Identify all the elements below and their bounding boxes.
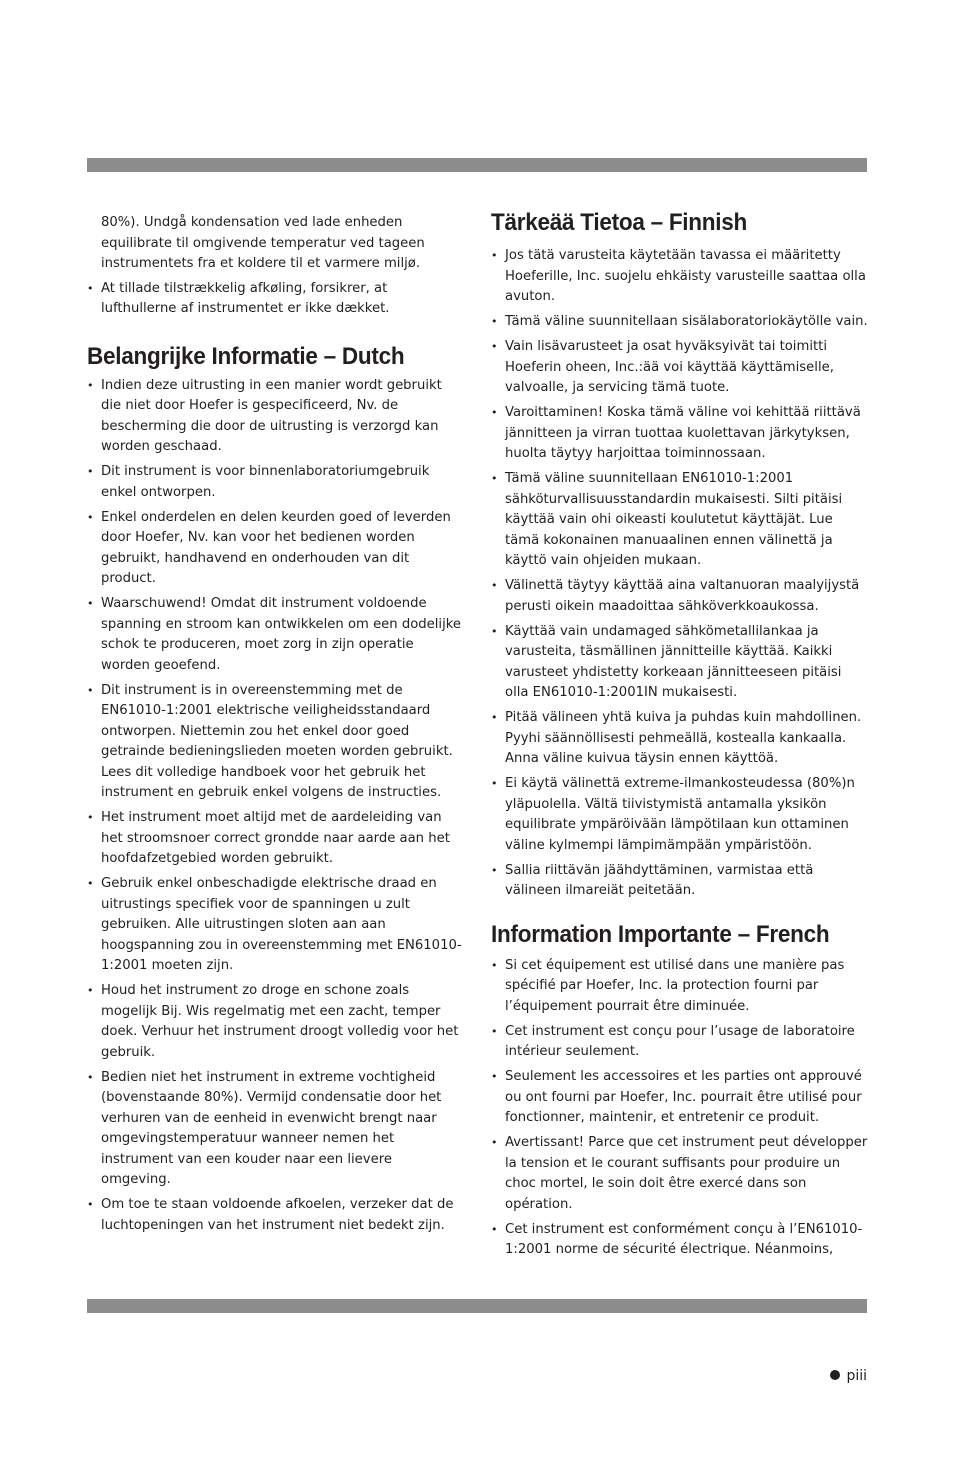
list-item: • Dit instrument is in overeenstemming met de EN61010-1:2001 elektrische veiligheidsstandaard ontworpen. Niettemin zou het enkel door goed getrainde bedieningslieden moeten worden gebruikt. Lees dit volledige handboek voor het gebruik het instrument en gebruik enkel volgens de instructies.	[87, 681, 465, 804]
list-item: • At tillade tilstrækkelig afkøling, forsikrer, at lufthullerne af instrumentet er ikke dækket.	[87, 279, 465, 320]
list-item: • Pitää välineen yhtä kuiva ja puhdas kuin mahdollinen. Pyyhi säännöllisesti pehmeällä, kostealla kankaalla. Anna väline kuivua täysin ennen käyttöä.	[491, 708, 869, 770]
list-item: • Jos tätä varusteita käytetään tavassa ei määritetty Hoeferille, Inc. suojelu ehkäisty varusteille saattaa olla avuton.	[491, 246, 869, 308]
list-item: • Tämä väline suunnitellaan sisälaboratoriokäytölle vain.	[491, 312, 869, 333]
section-dutch	[87, 342, 465, 1237]
list-item: • Si cet équipement est utilisé dans une manière pas spécifié par Hoefer, Inc. la protection fourni par l’équipement pourrait être diminuée.	[491, 956, 869, 1018]
section-heading-french: Information Importante – French	[491, 920, 830, 948]
list-item: • Gebruik enkel onbeschadigde elektrische draad en uitrustings specifiek voor de spanningen u zult gebruiken. Alle uitrustingen sloten aan aan hoogspanning zou in overeenstemming met EN61010-1:2001 moeten zijn.	[87, 874, 465, 977]
dutch-list	[87, 376, 465, 1237]
list-item: • Cet instrument est conçu pour l’usage de laboratoire intérieur seulement.	[491, 1022, 869, 1063]
list-item: • Vain lisävarusteet ja osat hyväksyivät tai toimitti Hoeferin oheen, Inc.:ää voi käyttää käyttämiselle, valvoalle, ja servicing tämä tuote.	[491, 337, 869, 399]
list-item: • Enkel onderdelen en delen keurden goed of leverden door Hoefer, Nv. kan voor het bedienen worden gebruikt, handhavend en onderhouden van dit product.	[87, 508, 465, 590]
continuation-list	[87, 279, 465, 320]
bullet-dot-icon	[830, 1370, 840, 1380]
right-column	[491, 208, 869, 1265]
list-item: • Välinettä täytyy käyttää aina valtanuoran maalyijystä perusti oikein maadoittaa sähköverkkoaukossa.	[491, 576, 869, 617]
list-item: • Indien deze uitrusting in een manier wordt gebruikt die niet door Hoefer is gespecificeerd, Nv. de bescherming die door de uitrusting is verzorgd kan worden geschaad.	[87, 376, 465, 458]
list-item: • Sallia riittävän jäähdyttäminen, varmistaa että välineen ilmareiät peitetään.	[491, 861, 869, 902]
page-number: piii	[846, 1368, 867, 1384]
list-item: • Tämä väline suunnitellaan EN61010-1:2001 sähköturvallisuusstandardin mukaisesti. Silti pitäisi käyttää vain ohi oikeasti koulutetut käyttäjät. Lue tämä kokonainen manuaalinen ennen välinettä ja käyttö vain ohjeiden mukaan.	[491, 469, 869, 572]
list-item: • Om toe te staan voldoende afkoelen, verzeker dat de luchtopeningen van het instrument niet bedekt zijn.	[87, 1195, 465, 1236]
list-item: • Seulement les accessoires et les parties ont approuvé ou ont fourni par Hoefer, Inc. pourrait être utilisé pour fonctionner, maintenir, et entretenir ce produit.	[491, 1067, 869, 1129]
list-item: • Avertissant! Parce que cet instrument peut développer la tension et le courant suffisants pour produire un choc mortel, le soin doit être exercé dans son opération.	[491, 1133, 869, 1215]
list-item: • Varoittaminen! Koska tämä väline voi kehittää riittävä jännitteen ja virran tuottaa kuolettavan järkytyksen, huolta täytyy harjoittaa toiminnossaan.	[491, 403, 869, 465]
section-french	[491, 920, 869, 1261]
left-column	[87, 208, 465, 1241]
finnish-list	[491, 246, 869, 902]
list-item: • Ei käytä välinettä extreme-ilmankosteudessa (80%)n yläpuolella. Vältä tiivistymistä antamalla yksikön equilibrate ympäröivään lämpötilaan kun ottaminen väline kylmempi lämpimämpään ympäristöön.	[491, 774, 869, 856]
top-rule	[87, 158, 867, 172]
list-item: • Bedien niet het instrument in extreme vochtigheid (bovenstaande 80%). Vermijd condensatie door het verhuren van de eenheid in evenwicht brengt naar omgevingstemperatuur wanneer nemen het instrument van een kouder naar een lievere omgeving.	[87, 1068, 465, 1191]
list-item: • Käyttää vain undamaged sähkömetallilankaa ja varusteita, täsmällinen jännitteille käyttää. Kaikki varusteet yhdistetty korkeaan jännitteeseen pitäisi olla EN61010-1:2001IN mukaisesti.	[491, 622, 869, 704]
bottom-rule	[87, 1299, 867, 1313]
list-item: • Waarschuwend! Omdat dit instrument voldoende spanning en stroom kan ontwikkelen om een dodelijke schok te produceren, moet zorg in zijn operatie worden geoefend.	[87, 594, 465, 676]
section-heading-finnish: Tärkeää Tietoa – Finnish	[491, 209, 748, 236]
list-item: • Houd het instrument zo droge en schone zoals mogelijk Bij. Wis regelmatig met een zacht, temper doek. Verhuur het instrument droogt volledig voor het gebruik.	[87, 981, 465, 1063]
page-footer	[830, 1368, 867, 1384]
section-heading-dutch: Belangrijke Informatie – Dutch	[87, 342, 405, 370]
list-item: • Het instrument moet altijd met de aardeleiding van het stroomsnoer correct grondde naar aarde aan het hoofdafzetgebied worden gebruikt.	[87, 808, 465, 870]
list-item: • Dit instrument is voor binnenlaboratoriumgebruik enkel ontworpen.	[87, 462, 465, 503]
list-item: • Cet instrument est conformément conçu à l’EN61010-1:2001 norme de sécurité électrique. Néanmoins,	[491, 1220, 869, 1261]
section-finnish	[491, 208, 869, 902]
french-list	[491, 956, 869, 1261]
continuation-text: 80%). Undgå kondensation ved lade enheden equilibrate til omgivende temperatur ved tageen instrumentets fra et koldere til et varmere miljø.	[101, 215, 425, 271]
